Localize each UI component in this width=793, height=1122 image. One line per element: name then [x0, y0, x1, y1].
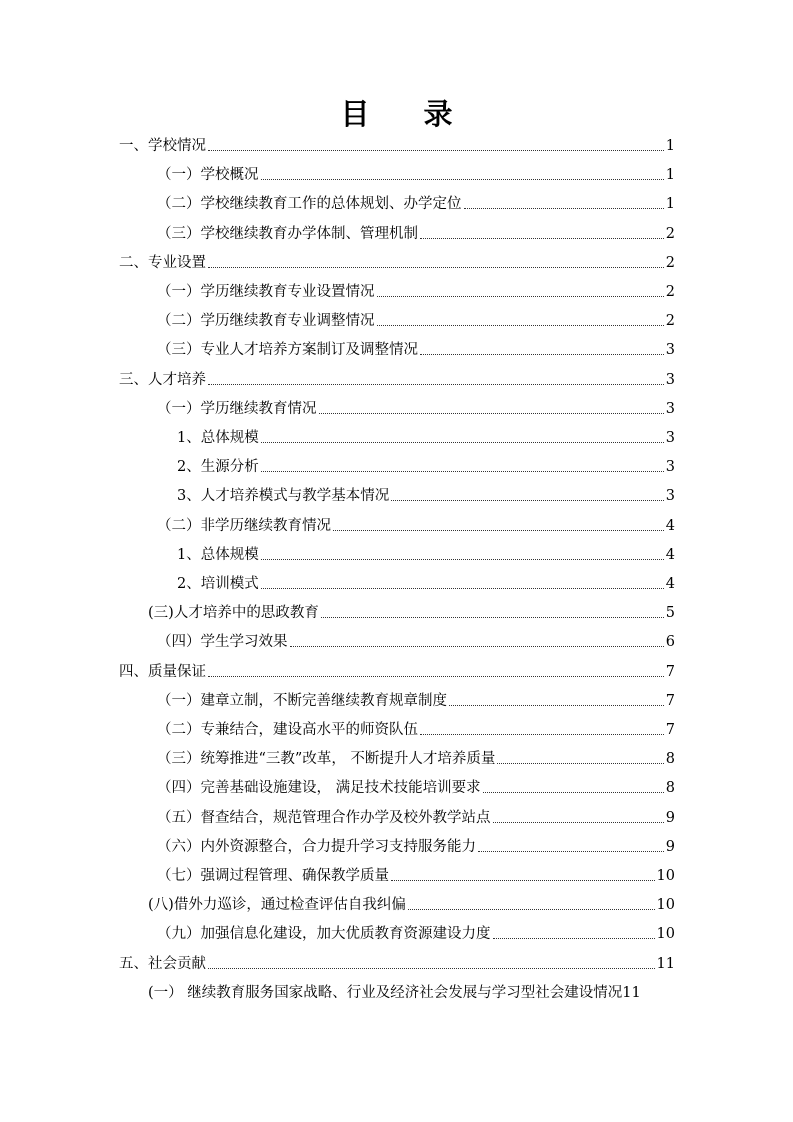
toc-entry[interactable]: [0, 453, 793, 477]
toc-page-number: 5: [665, 605, 675, 622]
toc-page-number: 4: [665, 517, 675, 534]
toc-entry[interactable]: [0, 628, 793, 652]
toc-dot-leader: [391, 499, 664, 501]
toc-entry-title: （二）学校继续教育工作的总体规划、办学定位: [157, 196, 462, 213]
toc-entry[interactable]: [0, 862, 793, 886]
toc-entry-title: （二）非学历继续教育情况: [157, 517, 331, 534]
toc-page-number: 10: [656, 897, 675, 914]
toc-entry[interactable]: [0, 658, 793, 682]
toc-dot-leader: [208, 383, 664, 385]
toc-dot-leader: [420, 733, 664, 735]
toc-entry-title: （二）学历继续教育专业调整情况: [157, 313, 375, 330]
toc-entry-title: （一）建章立制，不断完善继续教育规章制度: [157, 692, 447, 709]
toc-dot-leader: [261, 587, 664, 589]
toc-dot-leader: [377, 324, 664, 326]
toc-page-number: 7: [665, 663, 675, 680]
toc-dot-leader: [261, 470, 664, 472]
toc-dot-leader: [208, 675, 664, 677]
toc-entry[interactable]: [0, 512, 793, 536]
toc-entry-title: (八)借外力巡诊，通过检查评估自我纠偏: [148, 897, 406, 914]
toc-dot-leader: [321, 616, 664, 618]
toc-entry[interactable]: [0, 132, 793, 156]
toc-page-number: 8: [665, 751, 675, 768]
toc-entry-title: （一）学历继续教育情况: [157, 400, 317, 417]
toc-page-number: 3: [665, 459, 675, 476]
toc-dot-leader: [261, 558, 664, 560]
toc-page-number: 2: [665, 254, 675, 271]
toc-page-number: 3: [665, 371, 675, 388]
toc-dot-leader: [420, 353, 664, 355]
toc-page-number: 7: [665, 692, 675, 709]
toc-page-number: 2: [665, 225, 675, 242]
toc-page-number: 2: [665, 313, 675, 330]
toc-dot-leader: [208, 266, 664, 268]
toc-page-number: 9: [665, 809, 675, 826]
toc-page-number: 11: [622, 984, 641, 1001]
toc-entry-title: 1、总体规模: [177, 546, 259, 563]
toc-dot-leader: [497, 762, 663, 764]
toc-page-number: 10: [656, 868, 675, 884]
toc-page-number: 3: [665, 488, 675, 505]
toc-dot-leader: [208, 149, 664, 151]
toc-entry-title: （一）学历继续教育专业设置情况: [157, 284, 375, 300]
toc-entry[interactable]: [0, 336, 793, 360]
toc-dot-leader: [333, 529, 664, 531]
toc-page-number: 9: [665, 838, 675, 855]
toc-page-number: 11: [656, 955, 675, 972]
toc-dot-leader: [261, 441, 664, 443]
toc-entry[interactable]: [0, 979, 793, 1003]
toc-entry[interactable]: [0, 278, 793, 302]
toc-entry-title: （一）学校概况: [157, 167, 259, 184]
toc-dot-leader: [483, 791, 664, 793]
toc-entry[interactable]: [0, 687, 793, 711]
toc-entry-title: (一） 继续教育服务国家战略、行业及经济社会发展与学习型社会建设情况: [148, 984, 623, 1001]
toc-entry[interactable]: [0, 570, 793, 594]
toc-entry[interactable]: [0, 249, 793, 273]
toc-entry[interactable]: [0, 804, 793, 828]
toc-entry[interactable]: [0, 745, 793, 769]
toc-page-number: 7: [665, 722, 675, 738]
toc-page-number: 3: [665, 430, 675, 446]
page-title: 目 录: [340, 97, 475, 131]
toc-entry-title: （六）内外资源整合，合力提升学习支持服务能力: [157, 838, 476, 855]
toc-page-number: 4: [665, 546, 675, 563]
toc-entry-title: （四）完善基础设施建设， 满足技术技能培训要求: [157, 780, 481, 797]
toc-page-number: 8: [665, 780, 675, 797]
toc-entry[interactable]: [0, 366, 793, 390]
toc-entry-title: （三）统筹推进“三教”改革， 不断提升人才培养质量: [157, 751, 496, 768]
toc-page-number: 6: [665, 634, 675, 651]
toc-entry[interactable]: [0, 716, 793, 740]
toc-entry-title: 一、学校情况: [119, 138, 206, 154]
toc-entry-title: 四、质量保证: [119, 663, 206, 680]
toc-dot-leader: [420, 237, 664, 239]
toc-entry-title: 2、生源分析: [177, 459, 259, 476]
toc-entry[interactable]: [0, 190, 793, 214]
toc-page-number: 2: [665, 284, 675, 300]
toc-entry[interactable]: [0, 833, 793, 857]
toc-page-number: 4: [665, 576, 675, 592]
toc-dot-leader: [449, 704, 664, 706]
toc-dot-leader: [408, 908, 655, 910]
toc-page-number: 10: [656, 926, 675, 943]
toc-entry-title: 二、专业设置: [119, 254, 206, 271]
toc-dot-leader: [493, 937, 655, 939]
toc-entry-title: （九）加强信息化建设，加大优质教育资源建设力度: [157, 926, 491, 943]
toc-entry[interactable]: [0, 482, 793, 506]
toc-dot-leader: [493, 821, 664, 823]
toc-entry-title: (三)人才培养中的思政教育: [148, 605, 319, 622]
toc-entry-title: 五、社会贡献: [119, 955, 206, 972]
toc-entry-title: （四）学生学习效果: [157, 634, 288, 651]
toc-dot-leader: [377, 295, 664, 297]
toc-entry[interactable]: [0, 161, 793, 185]
toc-page-number: 1: [665, 196, 675, 213]
toc-entry-title: （五）督查结合，规范管理合作办学及校外教学站点: [157, 809, 491, 826]
toc-entry-title: 2、培训模式: [177, 576, 259, 592]
toc-entry[interactable]: [0, 424, 793, 448]
toc-entry-title: 1、总体规模: [177, 430, 259, 446]
toc-entry-title: （三）学校继续教育办学体制、管理机制: [157, 225, 418, 242]
toc-dot-leader: [290, 645, 664, 647]
toc-entry-title: （三）专业人才培养方案制订及调整情况: [157, 342, 418, 359]
toc-page-number: 1: [665, 138, 675, 154]
toc-entry[interactable]: [0, 220, 793, 244]
toc-dot-leader: [319, 412, 664, 414]
toc-entry[interactable]: [0, 950, 793, 974]
toc-entry[interactable]: [0, 599, 793, 623]
toc-page-number: 1: [665, 167, 675, 184]
toc-entry[interactable]: [0, 541, 793, 565]
toc-page-number: 3: [665, 400, 675, 417]
toc-entry-title: 三、人才培养: [119, 371, 206, 388]
toc-dot-leader: [208, 967, 655, 969]
toc-dot-leader: [464, 207, 664, 209]
toc-entry-title: （七）强调过程管理、确保教学质量: [157, 868, 389, 884]
toc-entry[interactable]: [0, 774, 793, 798]
toc-entry[interactable]: [0, 395, 793, 419]
toc-entry[interactable]: [0, 891, 793, 915]
toc-entry[interactable]: [0, 920, 793, 944]
toc-dot-leader: [261, 178, 664, 180]
toc-entry[interactable]: [0, 307, 793, 331]
toc-entry-title: 3、人才培养模式与教学基本情况: [177, 488, 390, 505]
toc-page-number: 3: [665, 342, 675, 359]
toc-entry-title: （二）专兼结合，建设高水平的师资队伍: [157, 722, 418, 738]
toc-dot-leader: [478, 850, 664, 852]
toc-dot-leader: [391, 879, 655, 881]
